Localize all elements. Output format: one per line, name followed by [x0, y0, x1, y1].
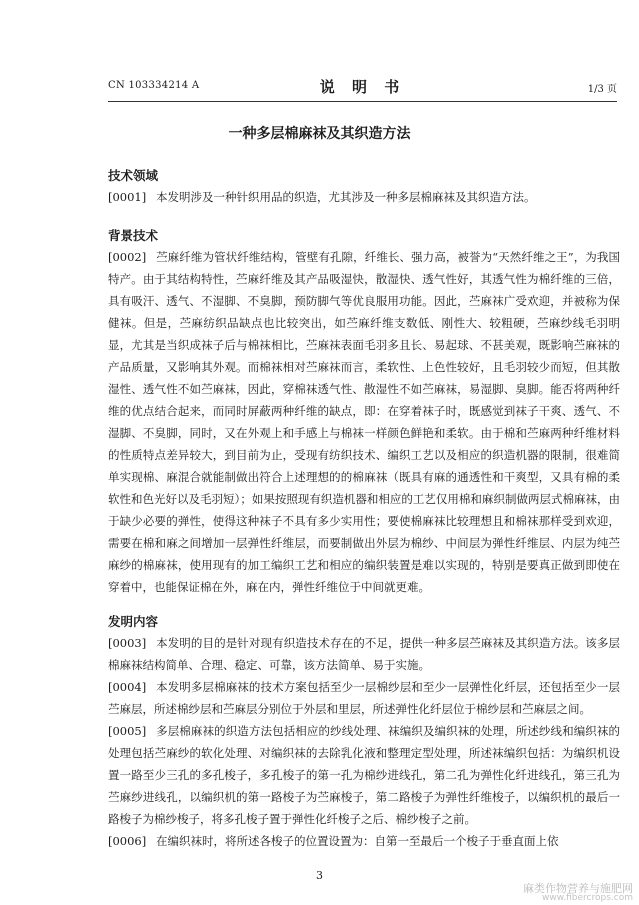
paragraph-0002 — [108, 246, 620, 598]
paragraph-number: [0005] — [108, 724, 147, 738]
section-heading-background: 背景技术 — [108, 228, 159, 243]
document-type-title: 说 明 书 — [319, 78, 406, 96]
paragraph-0001 — [108, 186, 620, 208]
paragraph-text: 本发明的目的是针对现有织造技术存在的不足，提供一种多层苎麻袜及其织造方法。该多层棉麻袜结构简单、合理、稳定、可靠，该方法简单、易于实施。 — [108, 636, 620, 672]
paragraph-number: [0001] — [108, 190, 147, 204]
paragraph-text: 在编织袜时，将所述各梭子的位置设置为：自第一至最后一个梭子于垂直面上依 — [156, 834, 559, 848]
page-number: 3 — [316, 869, 323, 882]
header-divider — [108, 101, 617, 102]
paragraph-number: [0006] — [108, 834, 147, 848]
paragraph-0004 — [108, 676, 620, 720]
invention-title: 一种多层棉麻袜及其织造方法 — [228, 126, 411, 142]
watermark-url: www.fibercrops.com — [542, 893, 633, 903]
paragraph-0005 — [108, 720, 620, 830]
paragraph-number: [0003] — [108, 636, 147, 650]
section-heading-invention: 发明内容 — [108, 614, 159, 629]
paragraph-number: [0002] — [108, 250, 147, 264]
paragraph-text: 苎麻纤维为管状纤维结构，管壁有孔隙，纤维长、强力高，被誉为“天然纤维之王”，为我国特产。由于其结构特性，苎麻纤维及其产品吸湿快，散湿快、透气性好，其透气性为棉纤维的三倍，具有吸汗、透气、不湿脚、不臭脚，预防脚气等优良服用功能。因此，苎麻袜广受欢迎，并被称为保健袜。但是，苎麻纺织品缺点也比较突出，如苎麻纤维支数低、刚性大、较粗硬，苎麻纱线毛羽明显，尤其是当织成袜子后与棉袜相比，苎麻袜表面毛羽多且长、易起球、不甚美观，既影响苎麻袜的产品质量，又影响其外观。而棉袜相对苎麻袜而言，柔软性、上色性较好，且毛羽较少而短，但其散湿性、透气性不如苎麻袜，因此，穿棉袜透气性、散湿性不如苎麻袜，易湿脚、臭脚。能否将两种纤维的优点结合起来，而同时屏蔽两种纤维的缺点，即：在穿着袜子时，既感觉到袜子干爽、透气、不湿脚、不臭脚，同时，又在外观上和手感上与棉袜一样颜色鲜艳和柔软。由于棉和苎麻两种纤维材料的性质特点差异较大，到目前为止，受现有纺织技术、编织工艺以及相应的织造机器的限制，很难简单实现棉、麻混合就能制做出符合上述理想的的棉麻袜（既具有麻的通透性和干爽型，又具有棉的柔软性和色光好以及毛羽短）；如果按照现有织造机器和相应的工艺仅用棉和麻织制做两层式棉麻袜，由于缺少必要的弹性，使得这种袜子不具有多少实用性；要使棉麻袜比较理想且和棉袜那样受到欢迎，需要在棉和麻之间增加一层弹性纤维层，而要制做出外层为棉纱、中间层为弹性纤维层、内层为纯苎麻纱的棉麻袜，使用现有的加工编织工艺和相应的编织装置是难以实现的，特别是要真正做到即使在穿着中，也能保证棉在外，麻在内，弹性纤维位于中间就更难。 — [108, 250, 620, 594]
paragraph-text: 多层棉麻袜的织造方法包括相应的纱线处理、袜编织及编织袜的处理，所述纱线和编织袜的处理包括苎麻纱的软化处理、对编织袜的去除乳化液和整理定型处理，所述袜编织包括：为编织机设置一路至少三孔的多孔梭子，多孔梭子的第一孔为棉纱进线孔，第二孔为弹性化纤进线孔，第三孔为苎麻纱进线孔，以编织机的第一路梭子为苎麻梭子，第二路梭子为弹性纤维梭子，以编织机的最后一路梭子为棉纱梭子，将多孔梭子置于弹性化纤梭子之后、棉纱梭子之前。 — [108, 724, 620, 826]
page-indicator: 1/3 页 — [587, 84, 617, 95]
page-header — [108, 76, 617, 98]
paragraph-text: 本发明涉及一种针织用品的织造，尤其涉及一种多层棉麻袜及其织造方法。 — [156, 190, 536, 204]
watermark-text: 麻类作物营养与施肥网 — [523, 882, 633, 895]
paragraph-number: [0004] — [108, 680, 147, 694]
paragraph-0003 — [108, 632, 620, 676]
paragraph-0006 — [108, 830, 620, 852]
document-body — [108, 166, 620, 852]
section-heading-tech-field: 技术领域 — [108, 168, 159, 183]
publication-number: CN 103334214 A — [108, 80, 200, 91]
paragraph-text: 本发明多层棉麻袜的技术方案包括至少一层棉纱层和至少一层弹性化纤层，还包括至少一层苎麻层，所述棉纱层和苎麻层分别位于外层和里层，所述弹性化纤层位于棉纱层和苎麻层之间。 — [108, 680, 620, 716]
